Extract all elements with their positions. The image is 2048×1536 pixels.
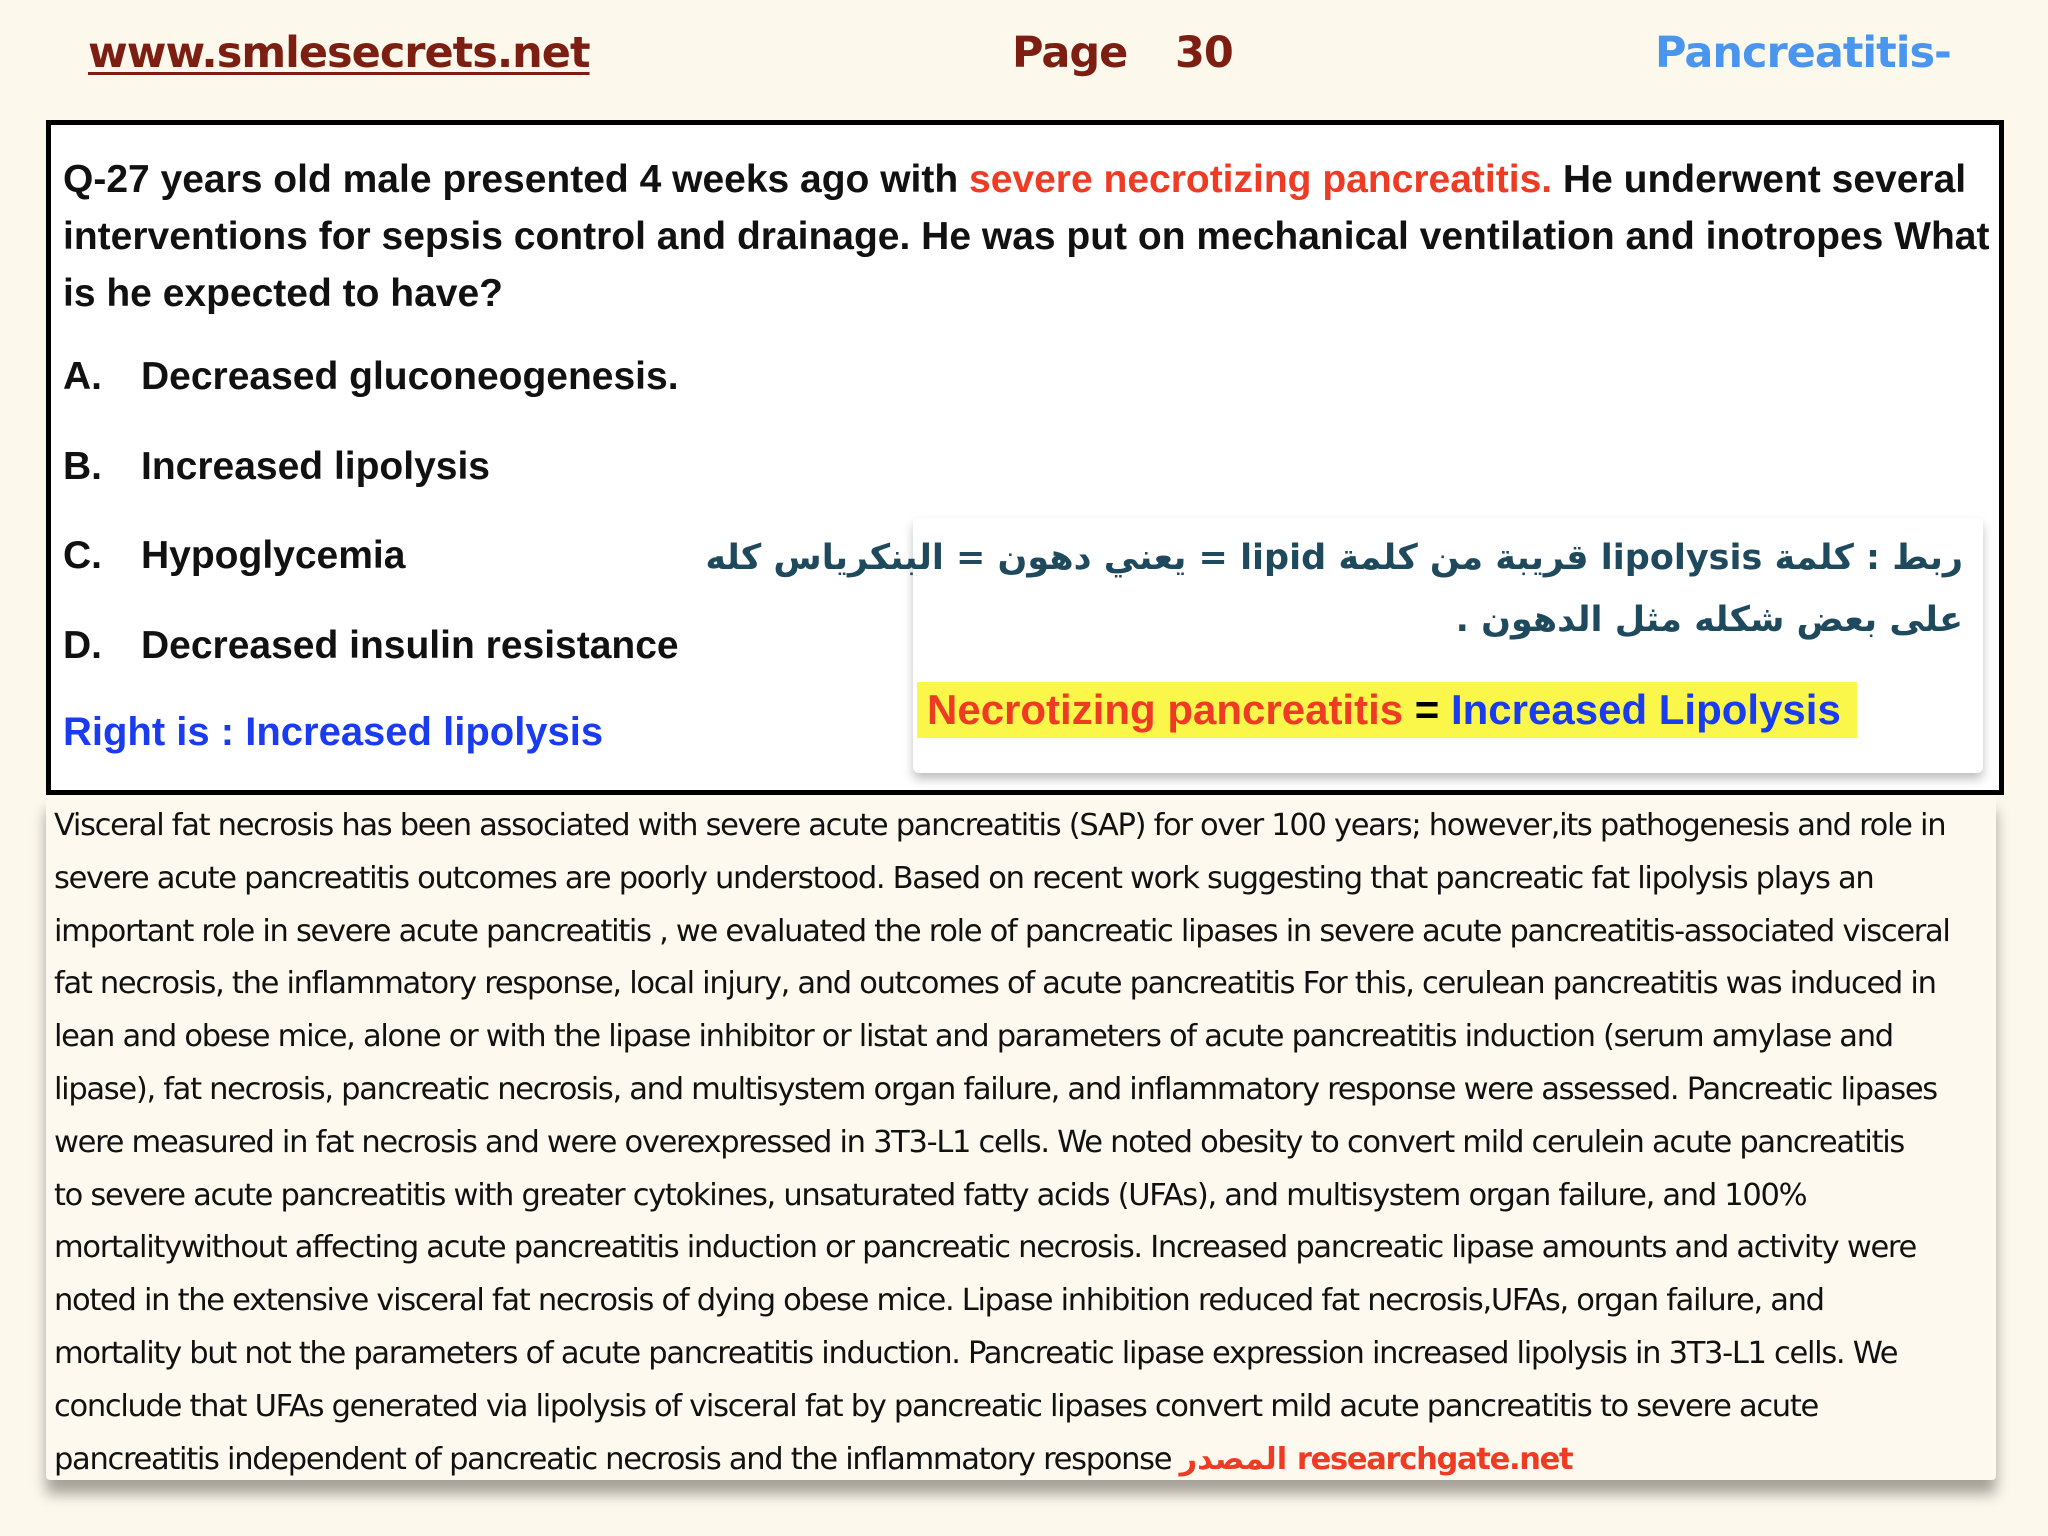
paragraph-line [54,914,1950,949]
question-suffix: He underwent several interventions for sepsis control and drainage. He was put on mechanical ventilation and inotropes What is he expected to have? [63,158,1990,315]
paragraph-line-text: mortality but not the parameters of acute pancreatitis induction. Pancreatic lipase expression increased lipolysis in 3T3-L1 cells. We [54,1336,1898,1371]
site-link[interactable]: www.smlesecrets.net [88,28,590,78]
paragraph-line-text: mortalitywithout affecting acute pancreatitis induction or pancreatic necrosis. Increased pancreatic lipase amounts and activity were [54,1230,1916,1266]
paragraph-line-text: noted in the extensive visceral fat necrosis of dying obese mice. Lipase inhibition reduced fat necrosis,UFAs, organ failure, and [54,1283,1824,1319]
question-box [46,120,2004,795]
paragraph-line-text: lipase), fat necrosis, pancreatic necrosis, and multisystem organ failure, and inflammatory response were assessed. Pancreatic lipases [54,1072,1937,1107]
paragraph-line-text: were measured in fat necrosis and were overexpressed in 3T3-L1 cells. We noted obesity to convert mild cerulein acute pancreatitis [54,1124,1905,1160]
paragraph-line [54,966,1936,1001]
paragraph-line-text: important role in severe acute pancreatitis , we evaluated the role of pancreatic lipases in severe acute pancreatitis-associated visceral [54,913,1950,949]
paragraph-line [54,1072,1937,1107]
option-a [63,355,679,399]
mnemonic-note [705,518,1983,773]
source-link[interactable]: researchgate.net [1296,1441,1573,1477]
paragraph-line [54,1019,1893,1054]
page-number: 30 [1175,28,1233,78]
option-text: Increased lipolysis [141,445,491,488]
option-c [63,534,405,578]
paragraph-line-text: to severe acute pancreatitis with greater cytokines, unsaturated fatty acids (UFAs), and multisystem organ failure, and 100% [54,1177,1807,1213]
source-label: المصدر [1179,1441,1288,1477]
paragraph-line-text: pancreatitis independent of pancreatic necrosis and the inflammatory response [54,1441,1180,1477]
paragraph-line-text: lean and obese mice, alone or with the lipase inhibitor or listat and parameters of acute pancreatitis induction (serum amylase and [54,1019,1893,1055]
paragraph-line-text: severe acute pancreatitis outcomes are poorly understood. Based on recent work suggesting that pancreatic fat lipolysis plays an [54,860,1874,896]
paragraph-line [54,1283,1824,1318]
paragraph-line [54,1178,1806,1213]
option-letter: A. [63,355,102,398]
paragraph-line-text: Visceral fat necrosis has been associated with severe acute pancreatitis (SAP) for over 100 years; however,its pathogenesis and role in [54,808,1946,843]
paragraph-line-text: fat necrosis, the inflammatory response, local injury, and outcomes of acute pancreatitis For this, cerulean pancreatitis was induced in [54,966,1936,1002]
page-label: Page [1012,28,1128,78]
option-d [63,624,679,668]
option-letter: B. [63,445,102,488]
highlight-summary [917,682,1857,738]
arabic-line-2: على بعض شكله مثل الدهون . [1455,600,1963,640]
paragraph-line [54,808,1945,843]
option-text: Hypoglycemia [141,534,406,577]
paragraph-line-text: conclude that UFAs generated via lipolysis of visceral fat by pancreatic lipases convert mild acute pancreatitis to severe acute [54,1388,1818,1424]
arabic-line-1: ربط : كلمة lipolysis قريبة من كلمة lipid = يعني دهون = البنكرياس كله [705,538,1963,578]
paragraph-line [54,861,1873,896]
abstract-paragraph [46,796,1996,1480]
highlight-right: Increased Lipolysis [1450,686,1841,733]
option-b [63,445,490,489]
paragraph-line [54,1336,1897,1371]
paragraph-line [54,1389,1818,1424]
paragraph-line [54,1230,1916,1265]
option-letter: C. [63,534,102,577]
paragraph-line [54,1442,1572,1477]
question-text [63,151,1993,322]
highlight-left: Necrotizing pancreatitis [927,686,1404,733]
question-prefix: Q-27 years old male presented 4 weeks ago with [63,158,970,201]
answer-text: Right is : Increased lipolysis [63,710,604,754]
option-text: Decreased gluconeogenesis. [141,355,679,398]
paragraph-line [54,1125,1904,1160]
topic-title: Pancreatitis- [1655,28,1951,78]
option-letter: D. [63,624,102,667]
highlight-eq: = [1414,686,1440,733]
option-text: Decreased insulin resistance [141,624,679,667]
question-highlight: severe necrotizing pancreatitis. [969,158,1553,201]
